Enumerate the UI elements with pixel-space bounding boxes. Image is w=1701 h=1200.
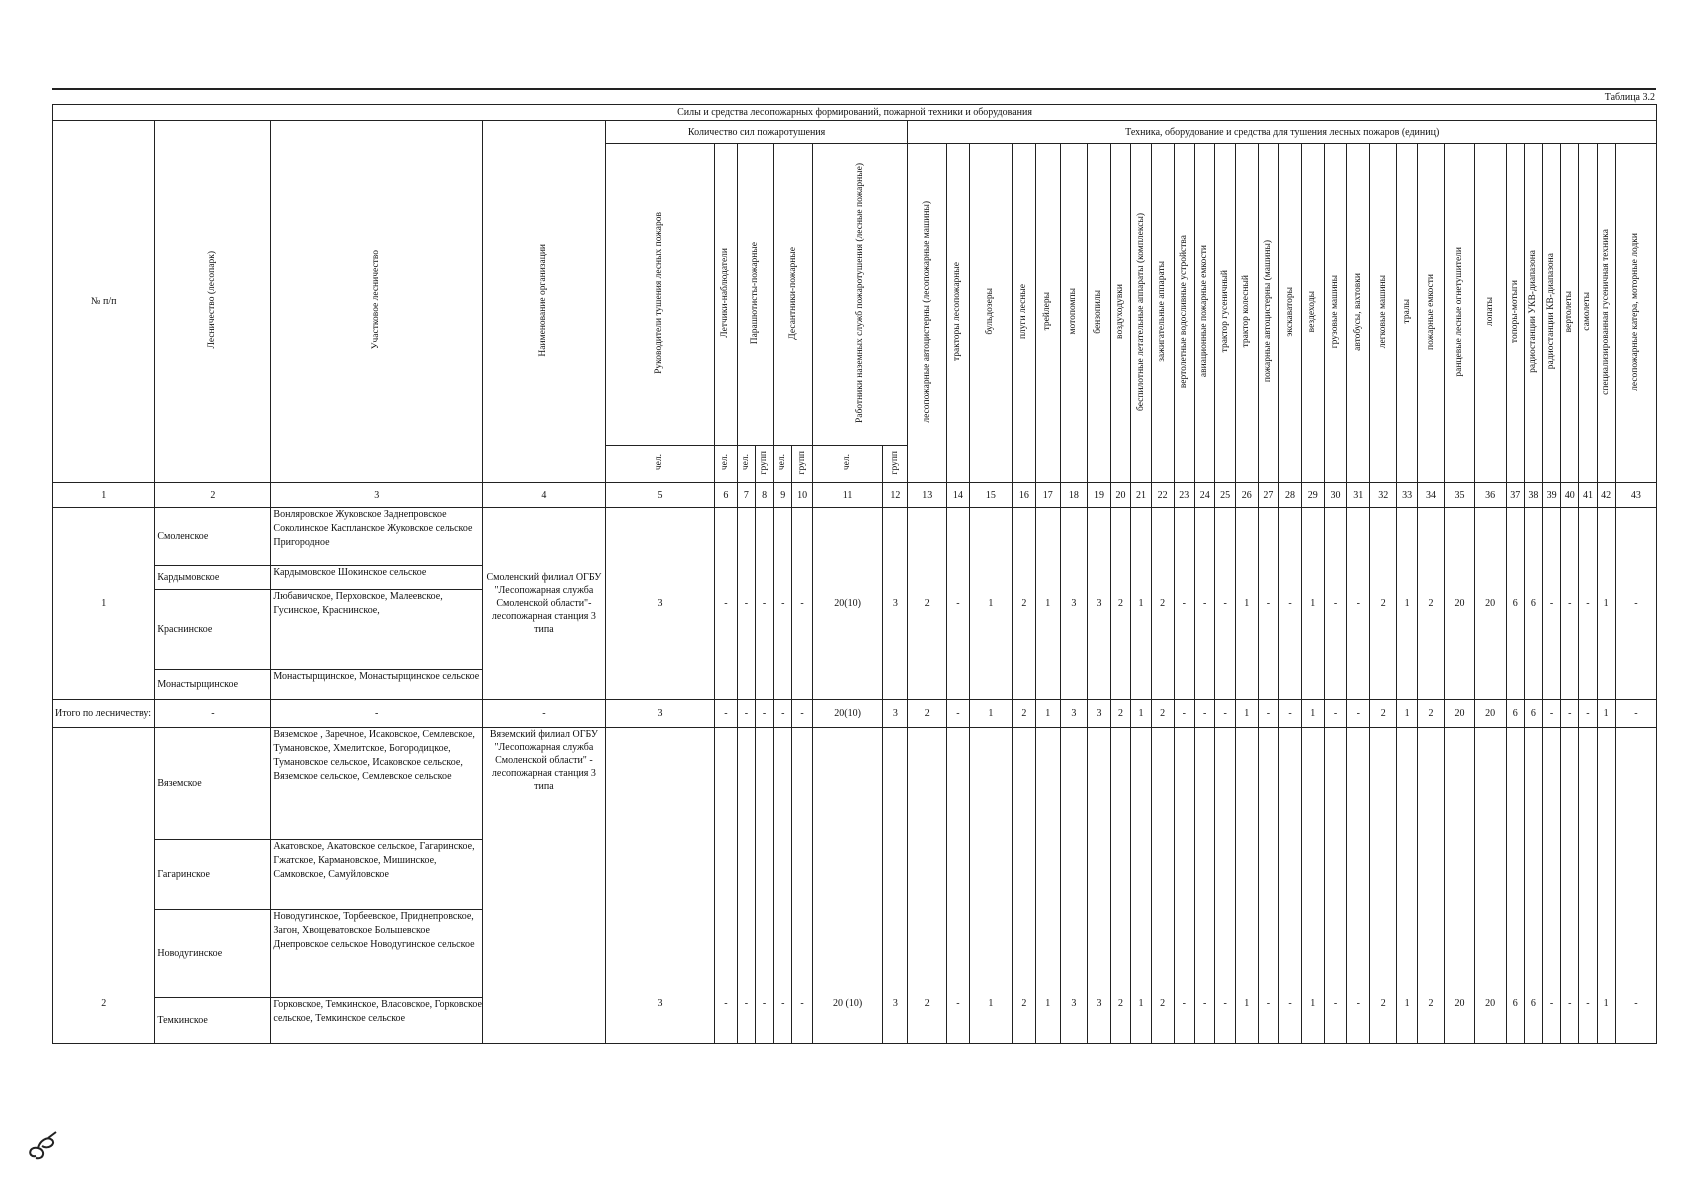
header-equip-36-text: лопаты xyxy=(1484,296,1495,327)
value-cell: 20 xyxy=(1474,728,1506,1044)
total-value-cell: 1 xyxy=(1301,700,1324,728)
column-number: 21 xyxy=(1131,483,1151,508)
header-equip-32 xyxy=(1370,144,1397,483)
district-name: Новодугинское, Торбеевское, Приднепровское, Загон, Хвощеватовское Большевское Днепровское сельское Новодугинское сельское xyxy=(271,910,483,998)
value-cell: - xyxy=(715,508,738,700)
header-equip-40-text: вертолеты xyxy=(1564,290,1575,333)
header-equip-27-text: пожарные автоцистерны (машины) xyxy=(1262,240,1273,383)
header-equip-25 xyxy=(1215,144,1235,483)
value-cell: 20 xyxy=(1474,508,1506,700)
header-equip-17-text: трейлеры xyxy=(1042,292,1053,331)
header-equip-43-text: лесопожарные катера, моторные лодки xyxy=(1630,232,1641,391)
column-number: 42 xyxy=(1597,483,1615,508)
header-equip-35-text: ранцевые лесные огнетушители xyxy=(1453,246,1464,377)
total-value-cell: - xyxy=(1324,700,1347,728)
header-unit xyxy=(605,446,714,483)
header-equip-24 xyxy=(1194,144,1214,483)
header-ground-workers-text: Работники наземных служб пожаротушения (лесные пожарные) xyxy=(854,162,865,424)
header-equip-16 xyxy=(1013,144,1036,483)
header-equip-14 xyxy=(947,144,970,483)
header-equip-29-text: вездеходы xyxy=(1307,290,1318,333)
value-cell: 2 xyxy=(1013,728,1036,1044)
header-unit xyxy=(812,446,883,483)
header-unit xyxy=(883,446,908,483)
value-cell: - xyxy=(1324,728,1347,1044)
column-number: 23 xyxy=(1174,483,1194,508)
header-parachutists-text: Парашютисты-пожарные xyxy=(749,241,760,345)
total-label: Итого по лесничеству: xyxy=(53,700,155,728)
total-value-cell: 2 xyxy=(1151,700,1174,728)
value-cell: - xyxy=(1615,728,1656,1044)
value-cell: - xyxy=(947,508,970,700)
header-equip-36 xyxy=(1474,144,1506,483)
header-equip-33-text: тралы xyxy=(1401,299,1412,324)
organization-name: Вяземский филиал ОГБУ "Лесопожарная служба Смоленской области" - лесопожарная станция 3 типа xyxy=(482,728,605,1044)
header-equip-25-text: трактор гусеничный xyxy=(1219,270,1230,353)
value-cell: - xyxy=(1347,508,1370,700)
organization-name: Смоленский филиал ОГБУ "Лесопожарная служба Смоленской области"- лесопожарная станция 3 типа xyxy=(482,508,605,700)
forestry-name: Гагаринское xyxy=(155,840,271,910)
header-equip-15-text: бульдозеры xyxy=(985,288,996,335)
column-number: 16 xyxy=(1013,483,1036,508)
header-group-equipment: Техника, оборудование и средства для тушения лесных пожаров (единиц) xyxy=(908,121,1657,144)
header-unit-text: групп xyxy=(759,450,770,475)
value-cell: - xyxy=(737,728,755,1044)
total-value-cell: - xyxy=(1615,700,1656,728)
total-value-cell: - xyxy=(737,700,755,728)
value-cell: - xyxy=(1579,508,1597,700)
forest-fire-resources-table xyxy=(52,104,1657,1044)
value-cell: - xyxy=(774,728,792,1044)
column-number: 7 xyxy=(737,483,755,508)
total-value-cell: 1 xyxy=(1235,700,1258,728)
total-value-cell: 20 xyxy=(1474,700,1506,728)
header-forestry xyxy=(155,121,271,483)
header-equip-39 xyxy=(1542,144,1560,483)
header-unit xyxy=(792,446,812,483)
column-number: 34 xyxy=(1417,483,1444,508)
header-unit-text: чел. xyxy=(740,454,751,471)
district-name: Вонляровское Жуковское Заднепровское Соколинское Каспланское Жуковское сельское Пригородное xyxy=(271,508,483,566)
header-district-text: Участковое лесничество xyxy=(371,250,382,350)
total-value-cell: 1 xyxy=(1131,700,1151,728)
value-cell: 3 xyxy=(1060,728,1087,1044)
value-cell: 2 xyxy=(1013,508,1036,700)
value-cell: 1 xyxy=(969,508,1012,700)
header-equip-17 xyxy=(1035,144,1060,483)
value-cell: 20(10) xyxy=(812,508,883,700)
value-cell: 1 xyxy=(1131,508,1151,700)
total-value-cell: - xyxy=(774,700,792,728)
column-number: 28 xyxy=(1279,483,1302,508)
total-value-cell: 1 xyxy=(1597,700,1615,728)
value-cell: 6 xyxy=(1506,728,1524,1044)
header-equip-33 xyxy=(1397,144,1417,483)
handwritten-signature xyxy=(26,1128,66,1164)
column-number: 39 xyxy=(1542,483,1560,508)
value-cell: 2 xyxy=(1151,508,1174,700)
header-equip-15 xyxy=(969,144,1012,483)
header-equip-21 xyxy=(1131,144,1151,483)
total-district: - xyxy=(271,700,483,728)
column-number: 24 xyxy=(1194,483,1214,508)
forestry-name: Краснинское xyxy=(155,590,271,670)
header-equip-20-text: воздуходувки xyxy=(1115,284,1126,339)
header-equip-41-text: самолеты xyxy=(1582,292,1593,331)
value-cell: - xyxy=(1279,508,1302,700)
header-equip-28 xyxy=(1279,144,1302,483)
value-cell: 2 xyxy=(1110,728,1130,1044)
header-equip-22 xyxy=(1151,144,1174,483)
row-number: 1 xyxy=(53,508,155,700)
value-cell: 1 xyxy=(1301,508,1324,700)
value-cell: 1 xyxy=(1035,508,1060,700)
total-value-cell: 1 xyxy=(1035,700,1060,728)
column-number: 2 xyxy=(155,483,271,508)
value-cell: - xyxy=(1215,728,1235,1044)
column-number: 43 xyxy=(1615,483,1656,508)
value-cell: - xyxy=(1258,508,1278,700)
forestry-name: Монастырщинское xyxy=(155,670,271,700)
header-unit-text: групп xyxy=(889,450,900,475)
header-org xyxy=(482,121,605,483)
total-value-cell: - xyxy=(1347,700,1370,728)
value-cell: - xyxy=(1174,508,1194,700)
column-number: 8 xyxy=(755,483,773,508)
header-equip-38 xyxy=(1524,144,1542,483)
header-forestry-text: Лесничество (лесопарк) xyxy=(207,251,218,349)
header-equip-39-text: радиостанции КВ-диапазона xyxy=(1546,253,1557,370)
total-value-cell: - xyxy=(715,700,738,728)
header-unit xyxy=(737,446,755,483)
header-equip-22-text: зажигательные аппараты xyxy=(1157,261,1168,362)
total-value-cell: - xyxy=(1561,700,1579,728)
header-unit-text: чел. xyxy=(842,454,853,471)
value-cell: 1 xyxy=(969,728,1012,1044)
total-value-cell: 2 xyxy=(1417,700,1444,728)
value-cell: - xyxy=(774,508,792,700)
total-org: - xyxy=(482,700,605,728)
value-cell: 3 xyxy=(883,728,908,1044)
value-cell: - xyxy=(1347,728,1370,1044)
value-cell: 6 xyxy=(1524,728,1542,1044)
column-number: 1 xyxy=(53,483,155,508)
header-equip-34-text: пожарные емкости xyxy=(1425,273,1436,350)
value-cell: - xyxy=(1324,508,1347,700)
header-equip-26-text: трактор колесный xyxy=(1241,275,1252,348)
value-cell: 1 xyxy=(1131,728,1151,1044)
header-equip-18-text: мотопомпы xyxy=(1068,288,1079,335)
value-cell: 2 xyxy=(908,508,947,700)
total-value-cell: - xyxy=(1279,700,1302,728)
header-ground-workers xyxy=(812,144,908,446)
total-value-cell: - xyxy=(755,700,773,728)
value-cell: - xyxy=(1542,508,1560,700)
value-cell: - xyxy=(755,508,773,700)
column-number: 27 xyxy=(1258,483,1278,508)
value-cell: 2 xyxy=(1370,508,1397,700)
district-name: Кардымовское Шокинское сельское xyxy=(271,566,483,590)
header-equip-35 xyxy=(1445,144,1475,483)
value-cell: 6 xyxy=(1506,508,1524,700)
total-value-cell: 2 xyxy=(908,700,947,728)
value-cell: - xyxy=(1194,508,1214,700)
header-parachutists xyxy=(737,144,773,446)
value-cell: 1 xyxy=(1301,728,1324,1044)
district-name: Любавичское, Перховское, Малеевское, Гусинское, Краснинское, xyxy=(271,590,483,670)
column-number: 41 xyxy=(1579,483,1597,508)
value-cell: 2 xyxy=(1417,508,1444,700)
header-equip-40 xyxy=(1561,144,1579,483)
value-cell: - xyxy=(1579,728,1597,1044)
header-equip-43 xyxy=(1615,144,1656,483)
header-equip-13-text: лесопожарные автоцистерны (лесопожарные машины) xyxy=(921,200,932,423)
column-number: 15 xyxy=(969,483,1012,508)
value-cell: 2 xyxy=(1110,508,1130,700)
header-equip-28-text: экскаваторы xyxy=(1284,286,1295,337)
district-name: Акатовское, Акатовское сельское, Гагаринское, Гжатское, Кармановское, Мишинское, Самковское, Самуйловское xyxy=(271,840,483,910)
value-cell: 1 xyxy=(1397,508,1417,700)
column-number: 25 xyxy=(1215,483,1235,508)
value-cell: 1 xyxy=(1397,728,1417,1044)
column-number: 38 xyxy=(1524,483,1542,508)
total-value-cell: - xyxy=(1258,700,1278,728)
header-equip-23-text: вертолетные водосливные устройства xyxy=(1178,234,1189,389)
total-value-cell: - xyxy=(1174,700,1194,728)
column-number: 37 xyxy=(1506,483,1524,508)
total-value-cell: - xyxy=(1579,700,1597,728)
column-number: 4 xyxy=(482,483,605,508)
district-name: Монастырщинское, Монастырщинское сельское xyxy=(271,670,483,700)
row-number: 2 xyxy=(53,728,155,1044)
header-equip-31-text: автобусы, вахтовки xyxy=(1352,272,1363,351)
header-district xyxy=(271,121,483,483)
total-value-cell: 2 xyxy=(1013,700,1036,728)
column-number: 32 xyxy=(1370,483,1397,508)
column-number: 20 xyxy=(1110,483,1130,508)
total-value-cell: 20 xyxy=(1445,700,1475,728)
total-value-cell: 1 xyxy=(1397,700,1417,728)
value-cell: 20 xyxy=(1445,728,1475,1044)
column-number: 33 xyxy=(1397,483,1417,508)
header-unit-text: групп xyxy=(796,450,807,475)
column-number: 31 xyxy=(1347,483,1370,508)
header-pilots xyxy=(715,144,738,446)
value-cell: 1 xyxy=(1035,728,1060,1044)
total-value-cell: - xyxy=(1542,700,1560,728)
value-cell: 3 xyxy=(883,508,908,700)
total-value-cell: 6 xyxy=(1506,700,1524,728)
total-value-cell: - xyxy=(792,700,812,728)
header-equip-41 xyxy=(1579,144,1597,483)
table-caption: Таблица 3.2 xyxy=(1604,92,1655,103)
total-value-cell: 20(10) xyxy=(812,700,883,728)
header-unit-text: чел. xyxy=(777,454,788,471)
total-value-cell: 2 xyxy=(1110,700,1130,728)
header-equip-37 xyxy=(1506,144,1524,483)
value-cell: - xyxy=(1542,728,1560,1044)
header-equip-30-text: грузовые машины xyxy=(1330,274,1340,349)
value-cell: 20 (10) xyxy=(812,728,883,1044)
header-fire-managers xyxy=(605,144,714,446)
value-cell: - xyxy=(1194,728,1214,1044)
header-equip-38-text: радиостанции УКВ-диапазона xyxy=(1527,250,1538,373)
total-forestry: - xyxy=(155,700,271,728)
column-number: 35 xyxy=(1445,483,1475,508)
value-cell: - xyxy=(755,728,773,1044)
value-cell: 1 xyxy=(1235,508,1258,700)
header-unit-text: чел. xyxy=(654,454,665,471)
column-number: 19 xyxy=(1088,483,1111,508)
column-number: 29 xyxy=(1301,483,1324,508)
column-number: 5 xyxy=(605,483,714,508)
header-equip-37-text: топоры-мотыги xyxy=(1509,279,1520,344)
forestry-name: Кардымовское xyxy=(155,566,271,590)
total-value-cell: 3 xyxy=(1060,700,1087,728)
value-cell: 3 xyxy=(605,728,714,1044)
column-number: 40 xyxy=(1561,483,1579,508)
forestry-name: Темкинское xyxy=(155,998,271,1044)
district-name: Вяземское , Заречное, Исаковское, Семлевское, Тумановское, Хмелитское, Богородицкое, Тумановское сельское, Исаковское сельское, Вяземское сельское, Семлевское сельское xyxy=(271,728,483,840)
column-number: 10 xyxy=(792,483,812,508)
header-equip-29 xyxy=(1301,144,1324,483)
header-equip-34 xyxy=(1417,144,1444,483)
column-number: 18 xyxy=(1060,483,1087,508)
value-cell: 1 xyxy=(1235,728,1258,1044)
top-border xyxy=(52,88,1656,90)
column-number: 17 xyxy=(1035,483,1060,508)
header-fire-managers-text: Руководители тушения лесных пожаров xyxy=(654,212,665,374)
header-num: № п/п xyxy=(53,121,155,483)
value-cell: - xyxy=(1615,508,1656,700)
header-unit xyxy=(715,446,738,483)
header-unit xyxy=(755,446,773,483)
value-cell: 20 xyxy=(1445,508,1475,700)
total-value-cell: 1 xyxy=(969,700,1012,728)
value-cell: 1 xyxy=(1597,728,1615,1044)
value-cell: - xyxy=(1561,728,1579,1044)
column-number: 26 xyxy=(1235,483,1258,508)
table-title: Силы и средства лесопожарных формирований, пожарной техники и оборудования xyxy=(53,105,1657,121)
column-number: 6 xyxy=(715,483,738,508)
value-cell: 2 xyxy=(908,728,947,1044)
forestry-name: Новодугинское xyxy=(155,910,271,998)
total-value-cell: 3 xyxy=(1088,700,1111,728)
value-cell: 2 xyxy=(1151,728,1174,1044)
total-value-cell: 6 xyxy=(1524,700,1542,728)
column-number: 12 xyxy=(883,483,908,508)
header-equip-27 xyxy=(1258,144,1278,483)
value-cell: 3 xyxy=(1060,508,1087,700)
total-value-cell: - xyxy=(1194,700,1214,728)
header-equip-14-text: тракторы лесопожарные xyxy=(952,262,963,361)
column-number: 30 xyxy=(1324,483,1347,508)
value-cell: 1 xyxy=(1597,508,1615,700)
header-equip-20 xyxy=(1110,144,1130,483)
header-equip-42 xyxy=(1597,144,1615,483)
header-equip-26 xyxy=(1235,144,1258,483)
header-equip-19 xyxy=(1088,144,1111,483)
header-equip-32-text: легковые машины xyxy=(1377,274,1388,349)
column-number: 11 xyxy=(812,483,883,508)
column-number: 14 xyxy=(947,483,970,508)
value-cell: 2 xyxy=(1417,728,1444,1044)
header-equip-30 xyxy=(1324,144,1347,483)
value-cell: - xyxy=(792,508,812,700)
header-equip-16-text: плуги лесные xyxy=(1018,283,1029,340)
header-paratroopers-text: Десантники-пожарные xyxy=(787,246,798,340)
header-equip-24-text: авиационные пожарные емкости xyxy=(1199,245,1210,378)
header-equip-31 xyxy=(1347,144,1370,483)
header-unit xyxy=(774,446,792,483)
header-equip-21-text: беспилотные летательные аппараты (комплексы) xyxy=(1135,212,1146,411)
value-cell: - xyxy=(1258,728,1278,1044)
value-cell: 2 xyxy=(1370,728,1397,1044)
value-cell: 6 xyxy=(1524,508,1542,700)
header-equip-13 xyxy=(908,144,947,483)
value-cell: - xyxy=(1174,728,1194,1044)
value-cell: - xyxy=(947,728,970,1044)
header-org-text: Наименование организации xyxy=(538,243,549,357)
value-cell: - xyxy=(715,728,738,1044)
column-number: 36 xyxy=(1474,483,1506,508)
header-group-forces: Количество сил пожаротушения xyxy=(605,121,908,144)
header-unit-text: чел. xyxy=(720,454,731,471)
forestry-name: Смоленское xyxy=(155,508,271,566)
value-cell: - xyxy=(1561,508,1579,700)
total-value-cell: - xyxy=(1215,700,1235,728)
header-equip-18 xyxy=(1060,144,1087,483)
district-name: Горковское, Темкинское, Власовское, Горковское сельское, Темкинское сельское xyxy=(271,998,483,1044)
forestry-name: Вяземское xyxy=(155,728,271,840)
value-cell: - xyxy=(737,508,755,700)
value-cell: - xyxy=(1215,508,1235,700)
value-cell: 3 xyxy=(1088,508,1111,700)
total-value-cell: - xyxy=(947,700,970,728)
total-value-cell: 3 xyxy=(605,700,714,728)
column-number: 3 xyxy=(271,483,483,508)
total-value-cell: 2 xyxy=(1370,700,1397,728)
header-pilots-text: Летчики-наблюдатели xyxy=(720,248,731,338)
column-number: 22 xyxy=(1151,483,1174,508)
header-paratroopers xyxy=(774,144,813,446)
value-cell: - xyxy=(1279,728,1302,1044)
value-cell: 3 xyxy=(605,508,714,700)
column-number: 13 xyxy=(908,483,947,508)
value-cell: - xyxy=(792,728,812,1044)
header-equip-42-text: специализированная гусеничная техника xyxy=(1600,228,1611,395)
header-equip-19-text: бензопилы xyxy=(1093,289,1104,334)
column-number: 9 xyxy=(774,483,792,508)
total-value-cell: 3 xyxy=(883,700,908,728)
header-equip-23 xyxy=(1174,144,1194,483)
value-cell: 3 xyxy=(1088,728,1111,1044)
